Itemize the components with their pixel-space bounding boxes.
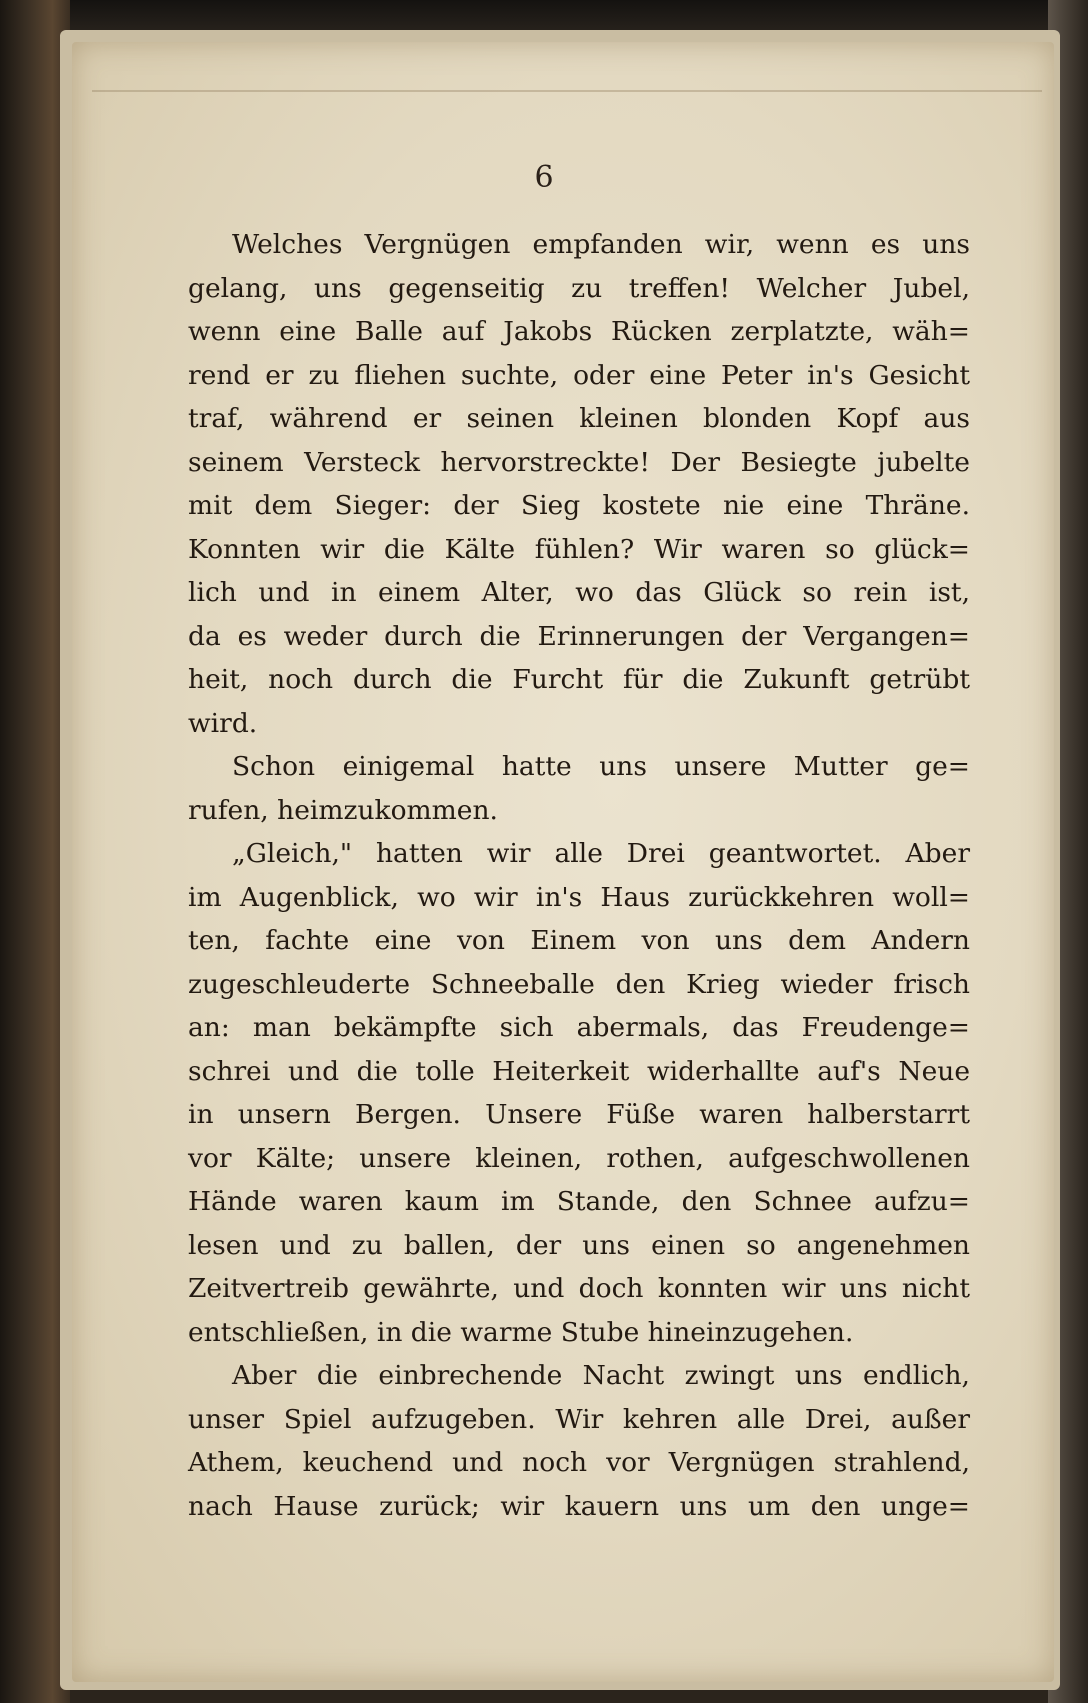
text-line: schrei und die tolle Heiterkeit widerhallte auf's Neue (188, 1055, 970, 1087)
text-line: lich und in einem Alter, wo das Glück so rein ist, (188, 577, 970, 608)
text-line: gelang, uns gegenseitig zu treffen! Welcher Jubel, (188, 272, 970, 304)
text-line: wird. (188, 707, 258, 739)
text-line: unser Spiel aufzugeben. Wir kehren alle Drei, außer (188, 1403, 970, 1435)
text-line: traf, während er seinen kleinen blonden Kopf aus (188, 403, 970, 434)
text-line: Aber die einbrechende Nacht zwingt uns endlich, (232, 1360, 970, 1391)
text-line: in unsern Bergen. Unsere Füße waren halberstarrt (188, 1099, 970, 1130)
page-number: 6 (534, 160, 554, 195)
text-line: lesen und zu ballen, der uns einen so angenehmen (188, 1229, 970, 1261)
text-line: Welches Vergnügen empfanden wir, wenn es uns (232, 229, 970, 260)
text-line: Athem, keuchend und noch vor Vergnügen strahlend, (188, 1447, 970, 1478)
text-line: da es weder durch die Erinnerungen der Vergangen= (188, 620, 970, 652)
text-line: mit dem Sieger: der Sieg kostete nie eine Thräne. (188, 490, 970, 521)
text-line: ten, fachte eine von Einem von uns dem Andern (188, 925, 970, 956)
text-line: „Gleich," hatten wir alle Drei geantwortet. Aber (232, 838, 970, 869)
text-line: vor Kälte; unsere kleinen, rothen, aufgeschwollenen (188, 1142, 970, 1174)
text-line: entschließen, in die warme Stube hineinzugehen. (188, 1316, 854, 1348)
text-line: seinem Versteck hervorstreckte! Der Besiegte jubelte (188, 446, 970, 478)
text-line: rend er zu fliehen suchte, oder eine Peter in's Gesicht (188, 359, 970, 391)
text-line: wenn eine Balle auf Jakobs Rücken zerplatzte, wäh= (188, 316, 970, 347)
text-line: Zeitvertreib gewährte, und doch konnten wir uns nicht (188, 1273, 970, 1304)
body-text (188, 223, 970, 1528)
text-line: Schon einigemal hatte uns unsere Mutter ge= (232, 751, 970, 782)
text-line: im Augenblick, wo wir in's Haus zurückkehren woll= (188, 881, 970, 913)
text-line: heit, noch durch die Furcht für die Zukunft getrübt (188, 664, 970, 695)
text-line: Hände waren kaum im Stande, den Schnee aufzu= (188, 1186, 970, 1217)
page-fold-line (92, 42, 1042, 92)
text-line: nach Hause zurück; wir kauern uns um den unge= (188, 1490, 970, 1522)
text-line: Konnten wir die Kälte fühlen? Wir waren so glück= (188, 533, 970, 565)
text-line: rufen, heimzukommen. (188, 794, 498, 826)
text-line: an: man bekämpfte sich abermals, das Freudenge= (188, 1012, 970, 1043)
text-line: zugeschleuderte Schneeballe den Krieg wieder frisch (188, 968, 970, 1000)
